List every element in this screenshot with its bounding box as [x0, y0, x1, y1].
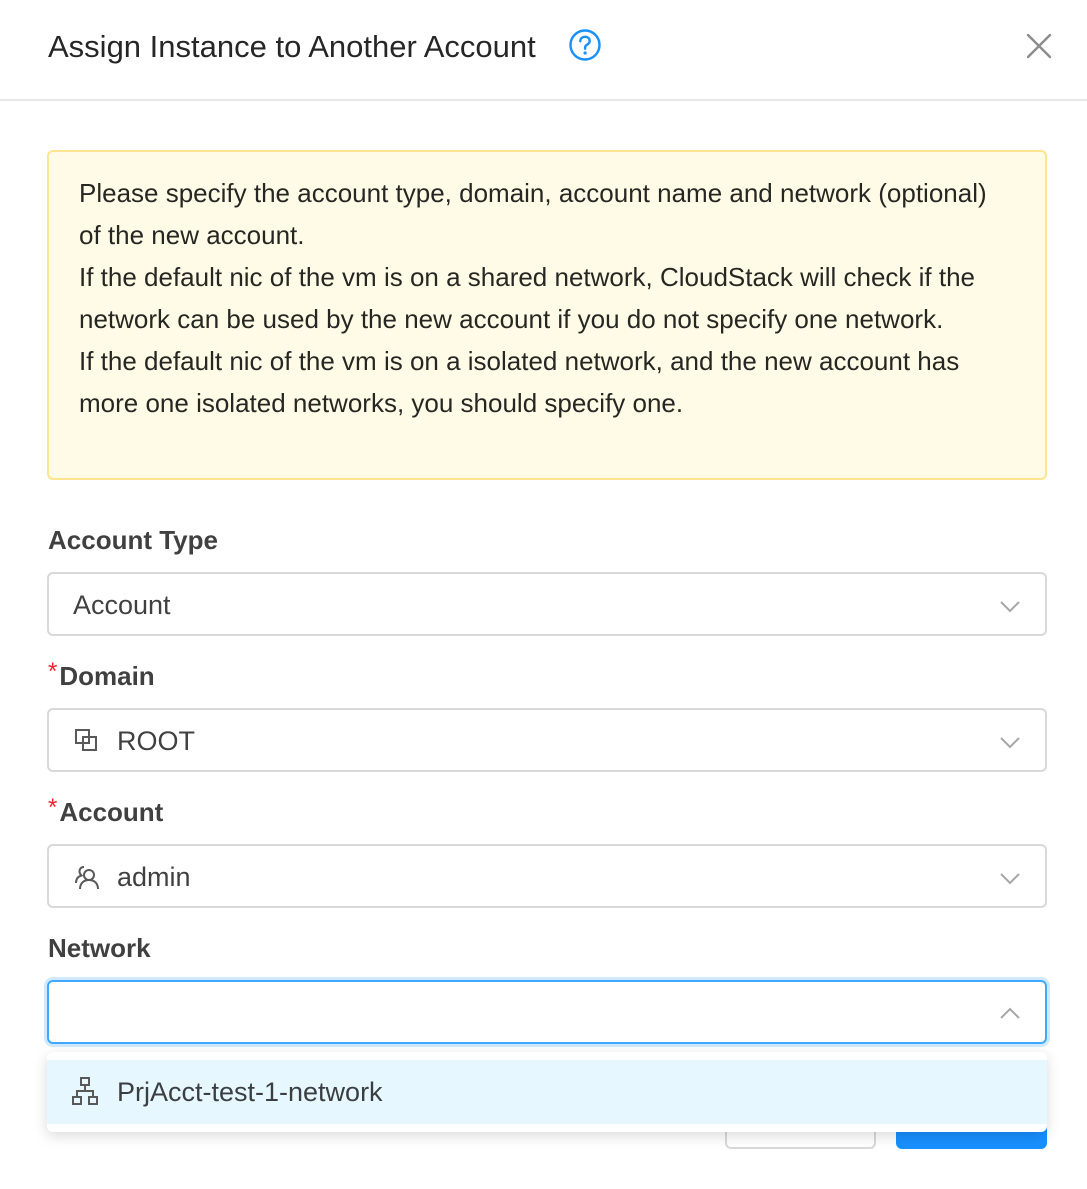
apartment-icon	[71, 1076, 99, 1106]
domain-label: *Domain	[48, 658, 155, 691]
alert-line: Please specify the account type, domain, account name and network (optional) of the new account.	[79, 178, 987, 250]
chevron-down-icon	[999, 868, 1021, 888]
question-circle-icon[interactable]	[568, 28, 602, 62]
close-icon[interactable]	[1022, 30, 1056, 64]
required-mark: *	[48, 658, 58, 685]
account-select[interactable]	[47, 844, 1047, 908]
dialog-title: Assign Instance to Another Account	[48, 29, 536, 64]
info-alert	[47, 150, 1047, 480]
domain-value: ROOT	[117, 726, 195, 756]
alert-line: If the default nic of the vm is on a shared network, CloudStack will check if the network can be used by the new account if you do not specify one network.	[79, 262, 975, 334]
network-label: Network	[48, 933, 151, 963]
chevron-down-icon	[999, 732, 1021, 752]
team-icon	[73, 863, 101, 891]
account-type-label: Account Type	[48, 525, 218, 555]
chevron-up-icon	[999, 1004, 1021, 1024]
network-select[interactable]	[47, 980, 1047, 1044]
account-value: admin	[117, 862, 191, 892]
required-mark: *	[48, 794, 58, 821]
domain-select[interactable]	[47, 708, 1047, 772]
account-label: *Account	[48, 794, 164, 827]
network-dropdown	[47, 1052, 1047, 1132]
chevron-down-icon	[999, 596, 1021, 616]
dialog-header	[0, 0, 1087, 101]
account-type-select[interactable]	[47, 572, 1047, 636]
alert-line: If the default nic of the vm is on a isolated network, and the new account has more one isolated networks, you should specify one.	[79, 346, 960, 418]
network-option[interactable]	[47, 1060, 1047, 1124]
network-option-label: PrjAcct-test-1-network	[117, 1077, 383, 1107]
account-type-value: Account	[73, 590, 171, 620]
block-icon	[73, 727, 101, 755]
